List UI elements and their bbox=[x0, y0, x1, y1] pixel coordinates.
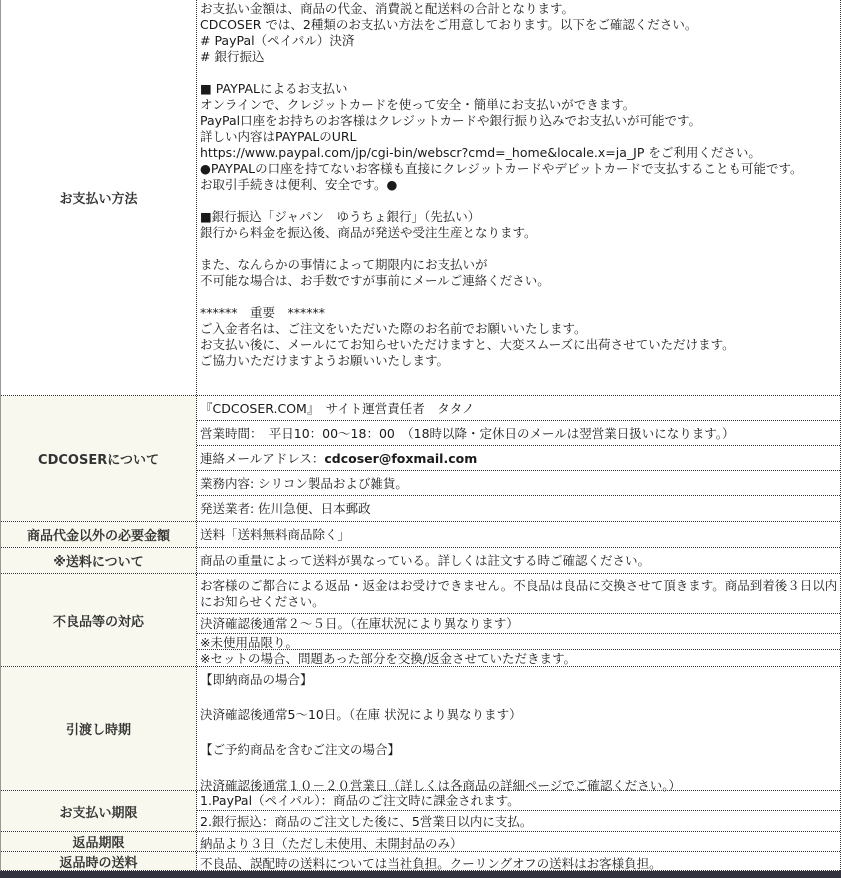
delivery-text-line bbox=[200, 724, 838, 742]
row-payment-method bbox=[1, 0, 840, 396]
payment-text-line bbox=[200, 193, 838, 209]
row-header-payment-deadline: お支払い期限 bbox=[1, 791, 197, 831]
contact-email-label: 連絡メールアドレス： bbox=[200, 450, 325, 466]
contact-email-address: cdcoser@foxmail.com bbox=[324, 450, 478, 466]
payment-deadline-subrows bbox=[197, 791, 840, 831]
row-about-cdcoser bbox=[1, 396, 840, 522]
delivery-text-line: 決済確認後通常１０－２０営業日（詳しくは各商品の詳細ページでご確認ください。） bbox=[200, 777, 682, 793]
payment-text-line: お支払い後に、メールにてお知らせいただけますと、大変スムーズに出荷させていただけます。 bbox=[200, 337, 735, 352]
payment-text-line bbox=[200, 241, 838, 257]
about-shipping-carrier: 発送業者: 佐川急便、日本郵政 bbox=[200, 501, 371, 516]
payment-text-line: # PayPal（ペイパル）決済 bbox=[200, 33, 355, 48]
payment-text-line: ■ PAYPALによるお支払い bbox=[200, 81, 348, 96]
delivery-time-text bbox=[197, 667, 840, 793]
payment-text-line bbox=[200, 289, 838, 305]
row-header-defective-items: 不良品等の対応 bbox=[1, 574, 197, 666]
payment-text-line: お取引手続きは便利、安全です。● bbox=[200, 177, 398, 192]
paypal-url-text: https://www.paypal.com/jp/cgi-bin/webscr?cmd=_home&locale.x=ja_JP をご利用ください。 bbox=[200, 145, 761, 160]
defective-set-policy: ※セットの場合、問題あった部分を交換/返金させていただきます。 bbox=[200, 651, 577, 666]
delivery-text-line bbox=[200, 689, 838, 707]
defective-processing-time: 決済確認後通常２～５日。（在庫状況により異なります） bbox=[197, 614, 840, 634]
payment-text-line: お支払い金額は、商品の代金、消費説と配送料の合計となります。 bbox=[200, 1, 575, 16]
row-return-shipping bbox=[1, 852, 840, 871]
row-header-extra-fee: 商品代金以外の必要金額 bbox=[1, 522, 197, 547]
payment-text-line: 不可能な場合は、お手数ですが事前にメールご連絡ください。 bbox=[200, 273, 550, 288]
payment-text-line: ●PAYPALの口座を持てないお客様も直接にクレジットカードやデビットカードで支払することも可能です。 bbox=[200, 161, 803, 176]
row-delivery-time bbox=[1, 667, 840, 791]
delivery-text-line: 決済確認後通常5～10日。（在庫 状況により異なります） bbox=[200, 707, 522, 723]
payment-text-line: PayPal口座をお持ちのお客様はクレジットカードや銀行振り込みでお支払いが可能です。 bbox=[200, 113, 701, 128]
row-header-about-cdcoser: CDCOSERについて bbox=[1, 396, 197, 521]
payment-text-line: 詳しい内容はPAYPALのURL bbox=[200, 129, 357, 144]
shipping-note-text: 商品の重量によって送料が異なっている。詳しくは註文する時ご確認ください。 bbox=[200, 553, 651, 568]
defective-subrows bbox=[197, 574, 840, 666]
payment-text-line bbox=[200, 65, 838, 81]
delivery-text-line: 【ご予約商品を含むご注文の場合】 bbox=[200, 742, 401, 758]
payment-text-line: CDCOSER では、2種類のお支払い方法をご用意しております。以下をご確認ください。 bbox=[200, 17, 698, 32]
payment-deadline-bank: 2.銀行振込：商品のご注文した後に、5営業日以内に支払。 bbox=[200, 813, 533, 829]
row-header-payment-method: お支払い方法 bbox=[1, 0, 197, 395]
payment-method-text bbox=[197, 0, 840, 395]
row-header-delivery-time: 引渡し時期 bbox=[1, 667, 197, 790]
payment-text-line: ご入金者名は、ご注文をいただいた際のお名前でお願いいたします。 bbox=[200, 321, 587, 336]
about-contact-email-row bbox=[197, 446, 840, 471]
return-shipping-text: 不良品、誤配時の送料については当社負担。クーリングオフの送料はお客様負担。 bbox=[200, 856, 662, 871]
payment-text-line: ご協力いただけますようお願いいたします。 bbox=[200, 353, 450, 368]
row-header-shipping-note: ※送料について bbox=[1, 548, 197, 573]
about-business-hours: 営業時間： 平日10：00～18：00 （18時以降・定休日のメールは翌営業日扱いになります。） bbox=[197, 421, 840, 446]
row-defective-items bbox=[1, 574, 840, 667]
payment-text-line: また、なんらかの事情によって期限内にお支払いが bbox=[200, 257, 488, 272]
row-header-return-shipping: 返品時の送料 bbox=[1, 852, 197, 870]
delivery-text-line bbox=[200, 759, 838, 777]
payment-text-line: オンラインで、クレジットカードを使って安全・簡単にお支払いができます。 bbox=[200, 97, 636, 112]
defective-unused-only: ※未使用品限り。 bbox=[197, 634, 840, 650]
defective-policy-text: お客様のご都合による返品・返金はお受けできません。不良品は良品に交換させて頂きます。商品到着後３日以内にお知らせください。 bbox=[197, 574, 840, 614]
row-return-deadline bbox=[1, 832, 840, 852]
row-shipping-note bbox=[1, 548, 840, 574]
about-business-content: 業務内容: シリコン製品および雑貨。 bbox=[197, 471, 840, 496]
row-payment-deadline bbox=[1, 791, 840, 832]
return-deadline-text: 納品より３日（ただし未使用、未開封品のみ） bbox=[200, 836, 463, 851]
payment-text-line: ■銀行振込「ジャパン ゆうちょ銀行」（先払い） bbox=[200, 209, 481, 224]
about-site-operator: 『CDCOSER.COM』 サイト運営責任者 タタノ bbox=[197, 396, 840, 421]
extra-fee-text: 送料「送料無料商品除く」 bbox=[200, 527, 351, 542]
payment-text-line: # 銀行振込 bbox=[200, 49, 265, 64]
payment-text-line: ****** 重要 ****** bbox=[200, 305, 326, 320]
row-header-return-deadline: 返品期限 bbox=[1, 832, 197, 851]
row-extra-fee bbox=[1, 522, 840, 548]
about-subrows bbox=[197, 396, 840, 521]
payment-text-line: 銀行から料金を振込後、商品が発送や受注生産となります。 bbox=[200, 225, 537, 240]
payment-deadline-paypal: 1.PayPal（ペイパル）：商品のご注文時に課金されます。 bbox=[197, 791, 840, 811]
delivery-text-line: 【即納商品の場合】 bbox=[200, 672, 313, 687]
